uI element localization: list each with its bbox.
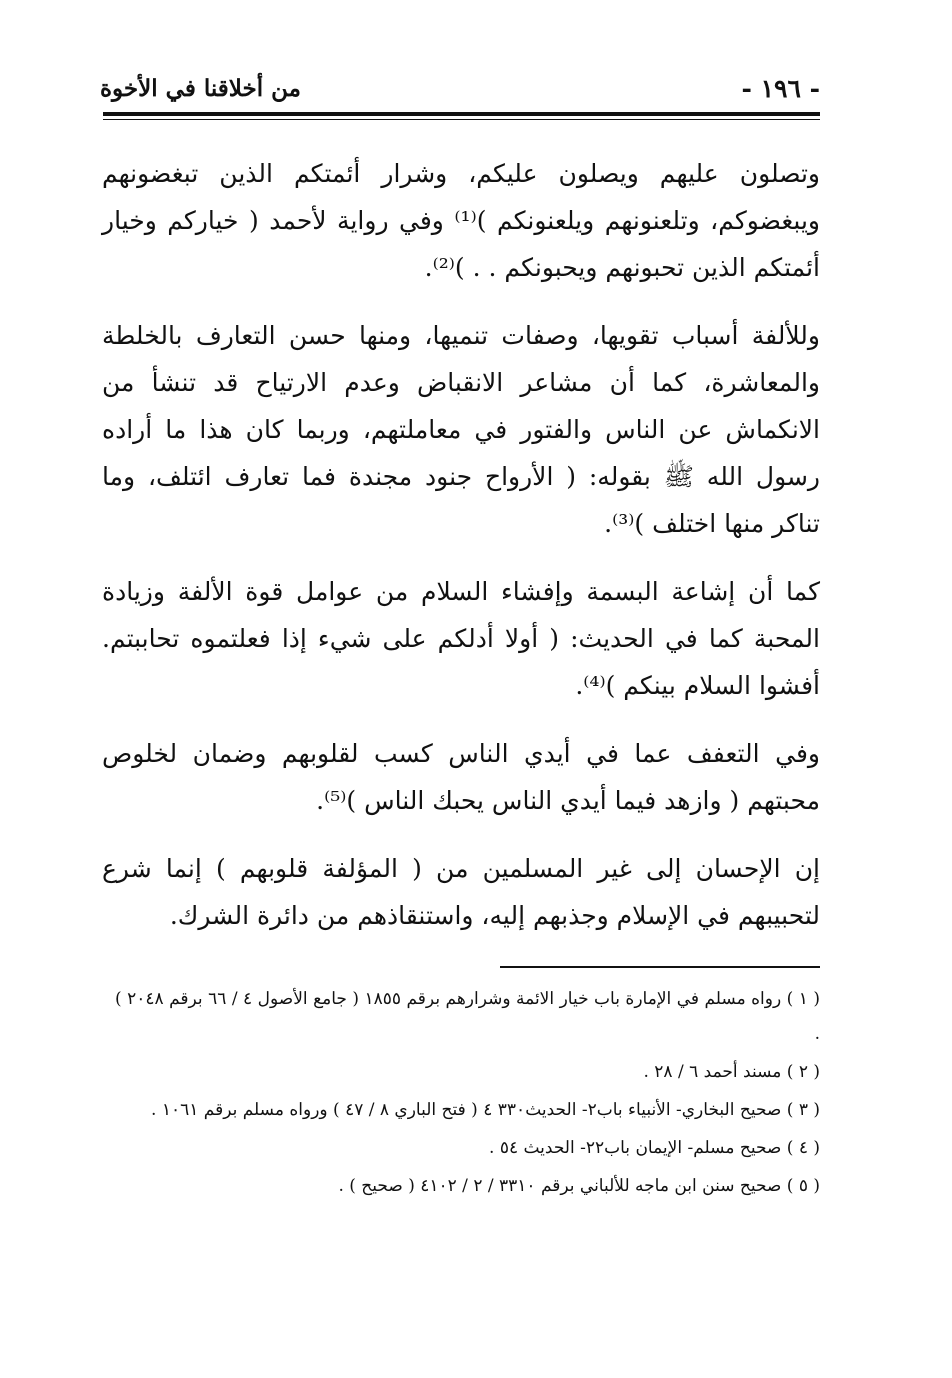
footnote-separator (500, 966, 820, 968)
paragraph: وفي التعفف عما في أيدي الناس كسب لقلوبهم وضمان لخلوص محبتهم ( وازهد فيما أيدي الناس يحبك الناس )⁽⁵⁾. (102, 739, 820, 815)
footnote: ( ٢ ) مسند أحمد ٦ / ٢٨ . (643, 1062, 820, 1082)
paragraph: وتصلون عليهم ويصلون عليكم، وشرار أئمتكم الذين تبغضونهم ويبغضوكم، وتلعنونهم ويلعنونكم )⁽¹⁾ وفي رواية لأحمد ( خياركم وخيار أئمتكم الذين تحبونهم ويحبونكم . . )⁽²⁾. (102, 159, 820, 282)
paragraph: كما أن إشاعة البسمة وإفشاء السلام من عوامل قوة الألفة وزيادة المحبة كما في الحديث: ( أولا أدلكم على شيء إذا فعلتموه تحاببتم. أفشوا السلام بينكم )⁽⁴⁾. (102, 577, 820, 700)
paragraph: إن الإحسان إلى غير المسلمين من ( المؤلفة قلوبهم ) إنما شرع لتحبيبهم في الإسلام وجذبهم إليه، واستنقاذهم من دائرة الشرك. (102, 854, 820, 930)
header-rule (103, 112, 820, 120)
page-header (100, 70, 820, 106)
page-number: - ١٩٦ - (741, 73, 820, 103)
paragraph: وللألفة أسباب تقويها، وصفات تنميها، ومنها حسن التعارف بالخلطة والمعاشرة، كما أن مشاعر الانقباض وعدم الارتياح قد تنشأ من الانكماش عن الناس والفتور في معاملتهم، وربما كان هذا ما أراده رسول الله ﷺ بقوله: ( الأرواح جنود مجندة فما تعارف ائتلف، وما تناكر منها اختلف )⁽³⁾. (102, 321, 820, 538)
footnote: ( ١ ) رواه مسلم في الإمارة باب خيار الائمة وشرارهم برقم ١٨٥٥ ( جامع الأصول ٤ / ٦٦ برقم ٢٠٤٨ ) . (115, 989, 821, 1044)
footnote: ( ٤ ) صحيح مسلم- الإيمان باب٢٢- الحديث ٥٤ . (489, 1138, 820, 1158)
running-title: من أخلاقنا في الأخوة (100, 74, 301, 102)
footnotes (115, 982, 820, 1207)
footnote: ( ٥ ) صحيح سنن ابن ماجه للألباني برقم ٣٣١٠ / ٢ / ٤١٠٢ ( صحيح ) . (338, 1176, 820, 1196)
main-text (102, 150, 820, 960)
footnote: ( ٣ ) صحيح البخاري- الأنبياء باب٢- الحديث٣٣٠ ٤ ( فتح الباري ٨ / ٤٧ ) ورواه مسلم برقم ١٠٦١ . (151, 1100, 820, 1120)
